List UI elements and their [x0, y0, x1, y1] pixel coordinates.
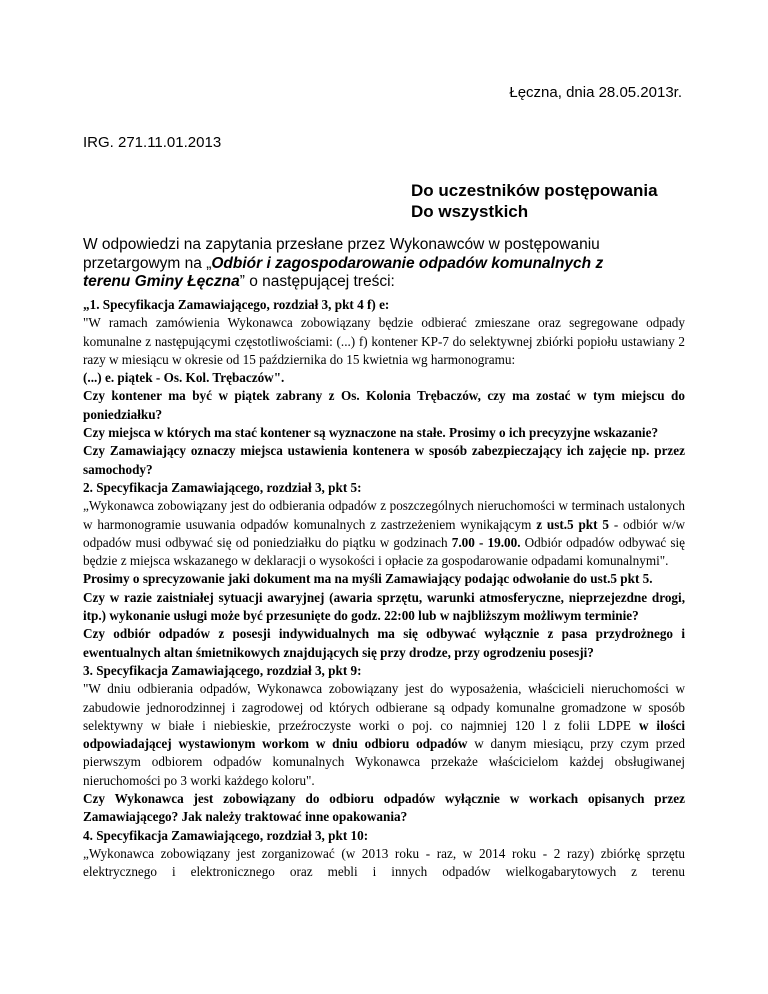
intro-paragraph [83, 236, 643, 292]
question-1-ask-3: Czy Zamawiający oznaczy miejsca ustawienia kontenera w sposób zabezpieczający ich zajęcie np. przez samochody? [83, 443, 685, 477]
date-line: Łęczna, dnia 28.05.2013r. [509, 84, 682, 101]
questions-body [83, 296, 685, 882]
question-2-ask-2: Czy w razie zaistniałej sytuacji awaryjnej (awaria sprzętu, warunki atmosferyczne, nieprzejezdne drogi, itp.) wykonanie usługi może być przesunięte do godz. 22:00 lub w najbliższym możliwym terminie? [83, 589, 685, 624]
reference-number: IRG. 271.11.01.2013 [83, 134, 222, 151]
question-1-ask-2: Czy miejsca w których ma stać kontener są wyznaczone na stałe. Prosimy o ich precyzyjne wskazanie? [83, 425, 659, 441]
question-3-heading: 3. Specyfikacja Zamawiającego, rozdział 3, pkt 9: [83, 662, 362, 678]
question-4-heading: 4. Specyfikacja Zamawiającego, rozdział 3, pkt 10: [83, 827, 369, 843]
question-2-ask-1: Prosimy o sprecyzowanie jaki dokument ma na myśli Zamawiający podając odwołanie do ust.5 pkt 5. [83, 571, 653, 587]
question-1-ask-1: Czy kontener ma być w piątek zabrany z Os. Kolonia Trębaczów, czy ma zostać w tym miejscu do poniedziałku? [83, 388, 685, 422]
addressee-line-2: Do wszystkich [411, 202, 529, 221]
intro-text-start: W odpowiedzi na zapytania przesłane przez Wykonawców w postępowaniu przetargowym na „ [83, 236, 600, 272]
question-1-quote: "W ramach zamówienia Wykonawca zobowiązany będzie odbierać zmieszane oraz segregowane odpady komunalne z następującymi częstotliwościami: (...) f) kontener KP-7 do selektywnej zbiórki popiołu ustawiany 2 razy w miesiącu w okresie od 15 października do 15 kwietnia wg harmonogramu: (...) e. piątek - Os. Kol. Trębaczów". [83, 315, 685, 386]
addressee-block [411, 180, 658, 222]
intro-text-end: ” o następującej treści: [239, 273, 395, 290]
question-2-quote: „Wykonawca zobowiązany jest do odbierania odpadów z poszczególnych nieruchomości w terminach ustalonych w harmonogramie usuwania odpadów komunalnych z zastrzeżeniem wynikającym z ust.5 pkt 5 - odbiór w/w odpadów musi odbywać się od poniedziałku do piątku w godzinach 7.00 - 19.00. Odbiór odpadów odbywać się będzie z miejsca wskazanego w deklaracji o wysokości i opłacie za gospodarowanie odpadami komunalnymi". [83, 498, 686, 569]
question-1-heading: „1. Specyfikacja Zamawiającego, rozdział 3, pkt 4 f) e: [83, 297, 390, 312]
question-3-quote: "W dniu odbierania odpadów, Wykonawca zobowiązany jest do wyposażenia, właścicieli nieruchomości w zabudowie jednorodzinnej i zagrodowej od których odbierane są odpady komunalne gromadzone w sposób selektywny w białe i niebieskie, przeźroczyste worki o poj. co najmniej 120 l z folii LDPE w ilości odpowiadającej wystawionym workom w dniu odbioru odpadów w danym miesiącu, przy czym przed pierwszym odbiorem odpadów komunalnych Wykonawca przekaże właścicielom każdej obsługiwanej nieruchomości po 3 worki każdego koloru". [83, 681, 686, 788]
tender-title: Odbiór i zagospodarowanie odpadów komunalnych z terenu Gminy Łęczna [83, 254, 604, 290]
addressee-line-1: Do uczestników postępowania [411, 181, 658, 200]
question-2-heading: 2. Specyfikacja Zamawiającego, rozdział 3, pkt 5: [83, 479, 362, 495]
question-2-ask-3: Czy odbiór odpadów z posesji indywidualnych ma się odbywać wyłącznie z pasa przydrożnego i ewentualnych altan śmietnikowych znajdujących się przy drodze, przy ogrodzeniu posesji? [83, 626, 685, 660]
question-4-quote: „Wykonawca zobowiązany jest zorganizować (w 2013 roku - raz, w 2014 roku - 2 razy) zbiórkę sprzętu elektrycznego i elektronicznego oraz mebli i innych odpadów wielkogabarytowych z terenu [83, 845, 685, 880]
question-3-ask-1: Czy Wykonawca jest zobowiązany do odbioru odpadów wyłącznie w workach opisanych przez Zamawiającego? Jak należy traktować inne opakowania? [83, 791, 685, 825]
